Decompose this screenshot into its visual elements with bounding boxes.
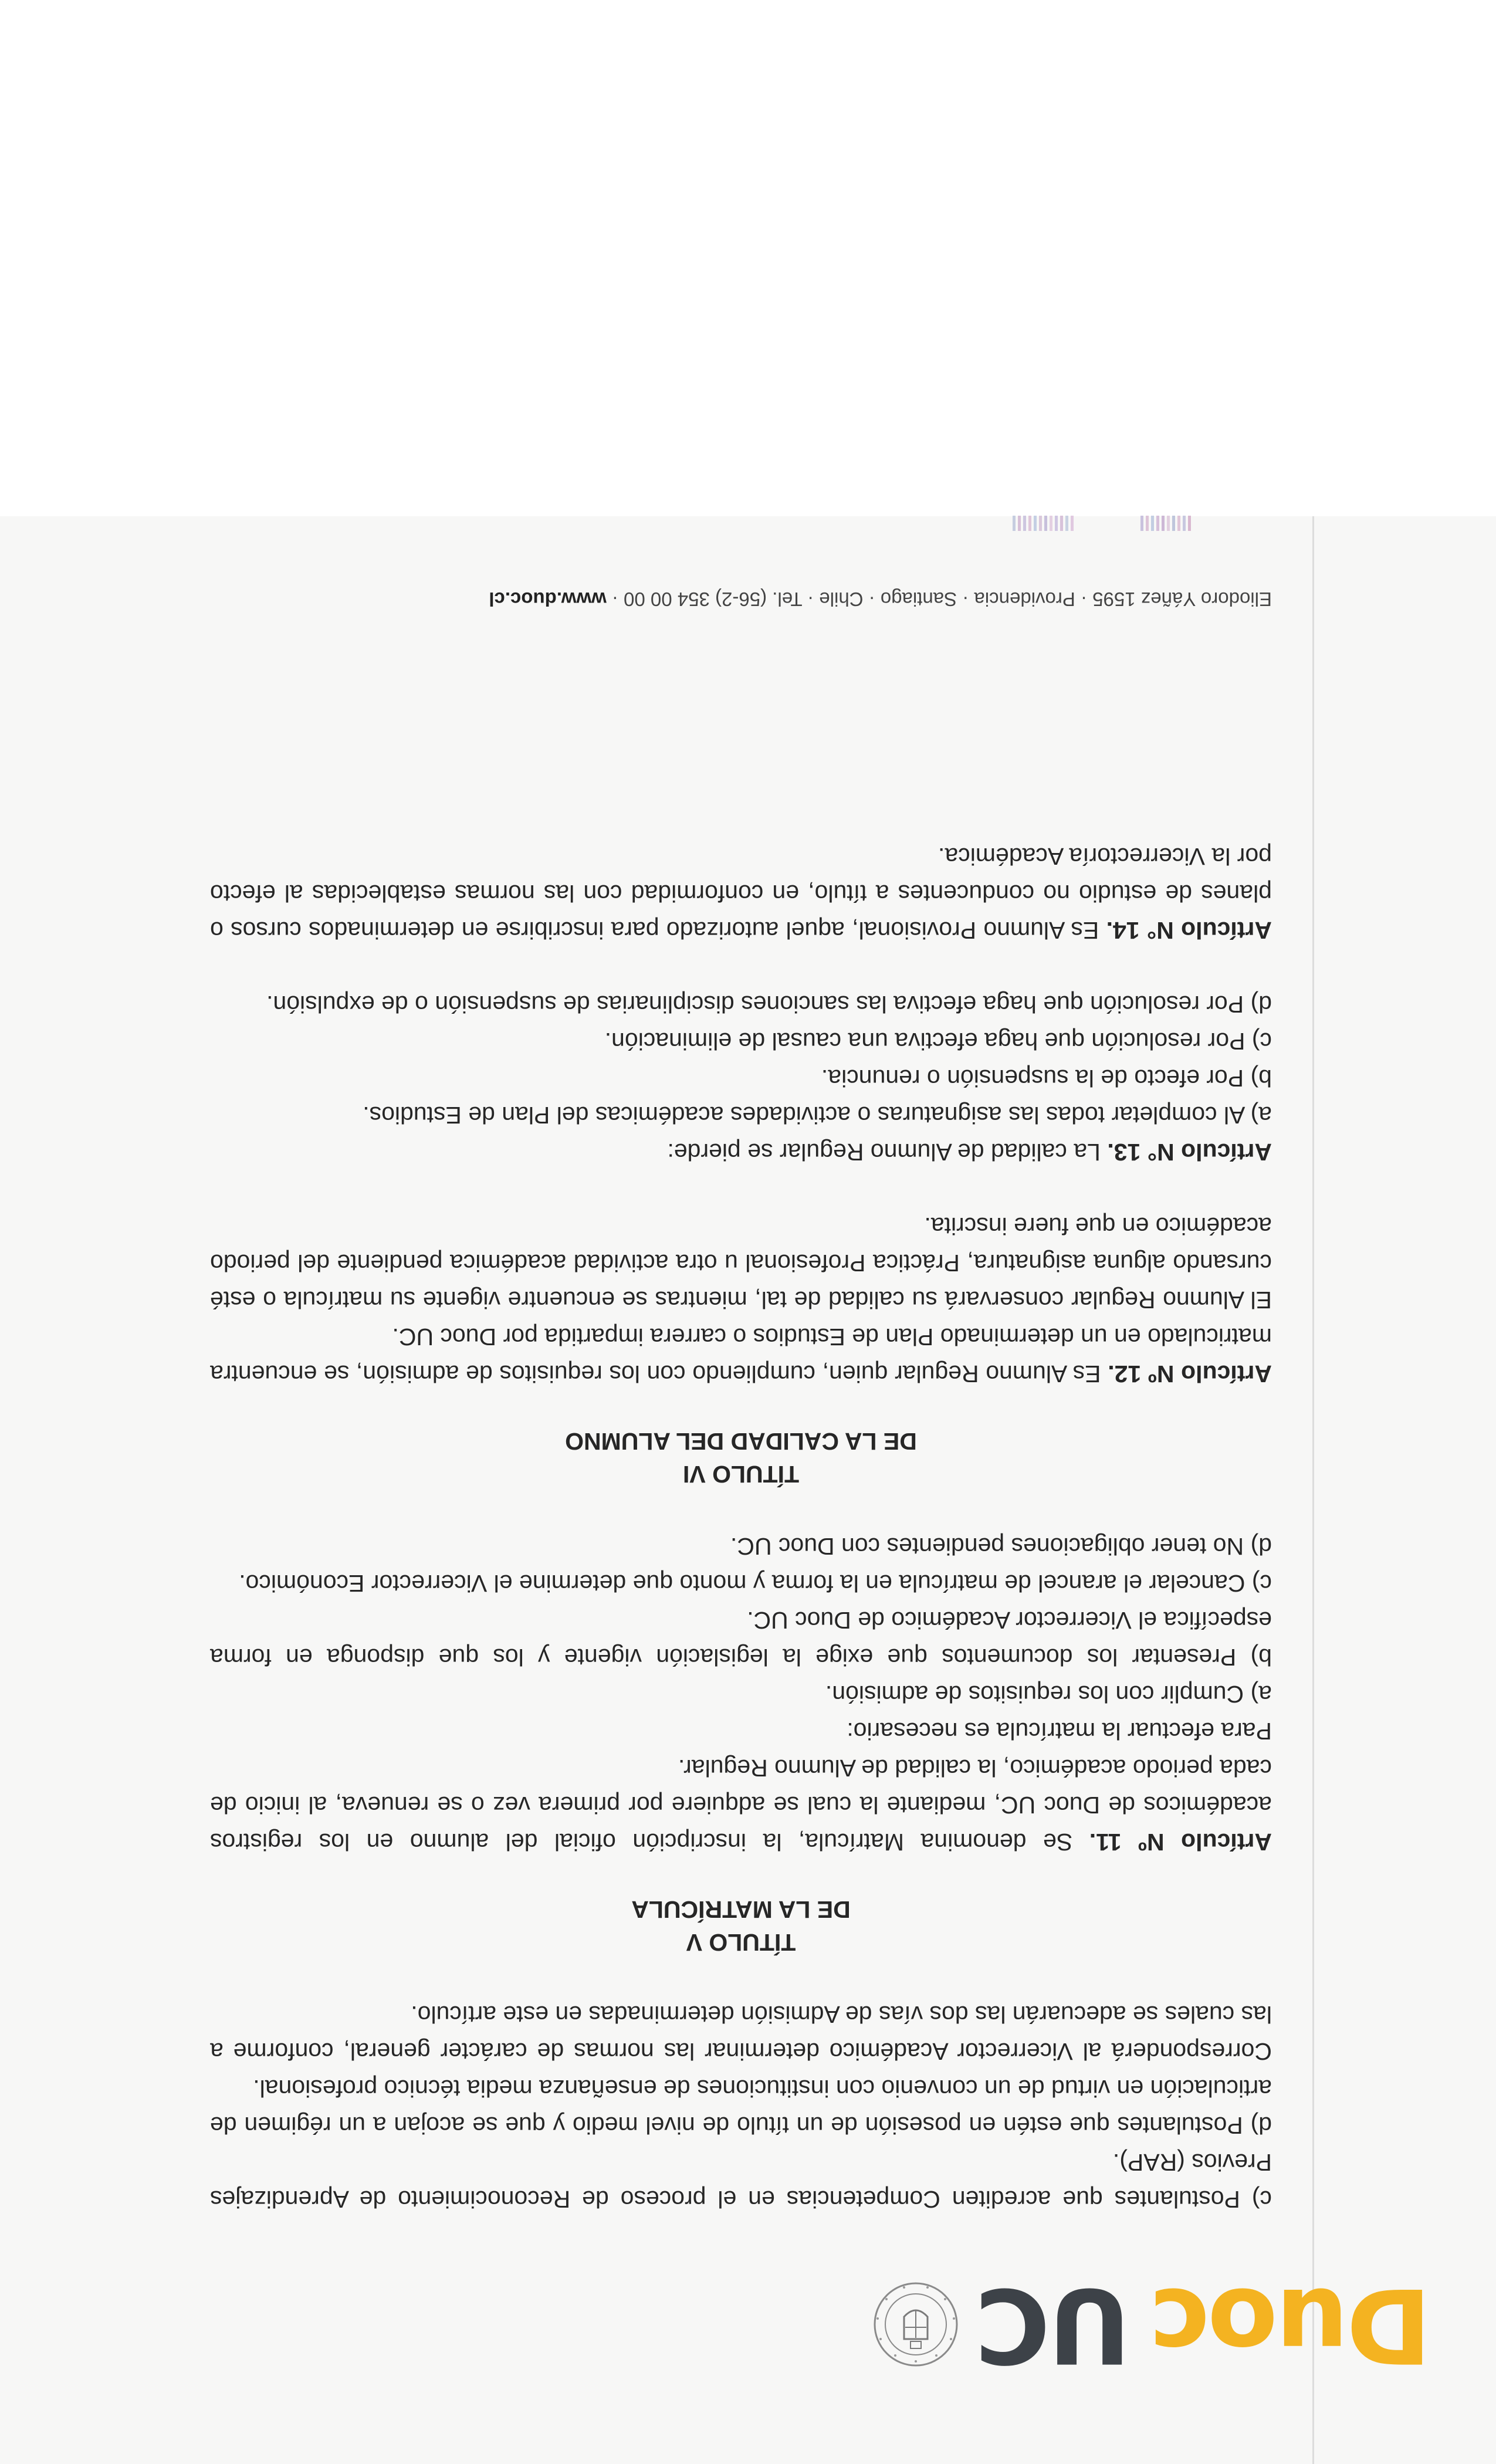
university-seal-icon <box>872 2281 960 2369</box>
logo-uc-text: UC <box>977 2265 1132 2384</box>
admission-closing-paragraph: Corresponderá al Vicerrector Académico determinar las normas de carácter general, conforme a las cuales se adecuarán las dos vías de Admisión determinadas en este artículo. <box>210 2001 1272 2065</box>
title-v-heading <box>210 1893 1272 1959</box>
article-12-text: Es Alumno Regular quien, cumpliendo con los requisitos de admisión, se encuentra matriculado en un determinado Plan de Estudios o carrera impartida por Duoc UC. <box>210 1324 1272 1387</box>
footer-address: Eliodoro Yáñez 1595 · Providencia · Santiago · Chile · Tel. (56-2) 354 00 00 · <box>606 588 1272 610</box>
duoc-uc-logo <box>872 2265 1431 2384</box>
article-11-item-b: b) Presentar los documentos que exige la legislación vigente y los que disponga en forma específica el Vicerrector Académico de Duoc UC. <box>210 1607 1272 1671</box>
article-11 <box>210 1749 1272 1860</box>
logo-duoc-text: Duoc <box>1151 2265 1431 2384</box>
article-14-text: Es Alumno Provisional, aquel autorizado para inscribirse en determinados cursos o planes de estudio no conducentes a título, en conformidad con las normas establecidas al efecto por la Vicerrectoría Académica. <box>210 843 1272 944</box>
scan-color-strip-2 <box>1013 516 1074 531</box>
admission-item-d: d) Postulantes que estén en posesión de un título de nivel medio y que se acojan a un régimen de articulación en virtud de un convenio con instituciones de enseñanza media técnico profesional. <box>210 2075 1272 2139</box>
article-13-item-d: d) Por resolución que haga efectiva las sanciones disciplinarias de suspensión o de expulsión. <box>266 991 1272 1018</box>
article-13-text: La calidad de Alumno Regular se pierde: <box>667 1139 1101 1166</box>
article-11-item-c: c) Cancelar el arancel de matrícula en la forma y monto que determine el Vicerrector Económico. <box>239 1570 1272 1597</box>
article-11-label: Artículo Nº 11. <box>1089 1829 1272 1856</box>
title-vi-subtitle: DE LA CALIDAD DEL ALUMNO <box>565 1428 917 1455</box>
article-13-label: Artículo N° 13. <box>1107 1139 1272 1166</box>
title-v: TÍTULO V <box>686 1929 796 1956</box>
article-12 <box>210 1318 1272 1392</box>
article-11-text: Se denomina Matrícula, la inscripción oficial del alumno en los registros académicos de Duoc UC, mediante la cual se adquiere por primera vez o se renueva, al inicio de cada periodo académico, la calidad de Alumno Regular. <box>210 1755 1272 1856</box>
regulation-text <box>210 838 1272 2218</box>
title-vi: TÍTULO VI <box>682 1461 800 1488</box>
article-11-intro: Para efectuar la matrícula es necesario: <box>847 1718 1272 1745</box>
margin-line <box>1312 516 1314 2464</box>
logo-wordmark <box>977 2265 1431 2384</box>
article-11-item-a: a) Cumplir con los requisitos de admisión. <box>825 1681 1272 1708</box>
article-12-paragraph-2: El Alumno Regular conservará su calidad de tal, mientras se encuentre vigente su matrícula o esté cursando alguna asignatura, Práctica Profesional u otra actividad académica pendiente del periodo académico en que fuere inscrita. <box>210 1213 1272 1314</box>
footer-website-link[interactable]: www.duoc.cl <box>489 588 607 610</box>
article-14 <box>210 838 1272 949</box>
scan-color-strip <box>1140 516 1191 531</box>
article-13-item-c: c) Por resolución que haga efectiva una causal de eliminación. <box>604 1028 1272 1055</box>
title-vi-heading <box>210 1425 1272 1491</box>
article-11-item-d: d) No tener obligaciones pendientes con Duoc UC. <box>730 1533 1272 1560</box>
title-v-subtitle: DE LA MATRÍCULA <box>631 1896 851 1923</box>
page-footer <box>489 588 1272 610</box>
article-12-label: Artículo Nº 12. <box>1108 1360 1272 1387</box>
admission-item-c: c) Postulantes que acrediten Competencias en el proceso de Reconocimiento de Aprendizajes Previos (RAP). <box>210 2149 1272 2213</box>
article-13-item-a: a) Al completar todas las asignaturas o actividades académicas del Plan de Estudios. <box>363 1102 1272 1129</box>
article-14-label: Artículo N° 14. <box>1106 917 1272 944</box>
article-13 <box>210 1133 1272 1170</box>
article-13-item-b: b) Por efecto de la suspensión o renuncia. <box>821 1065 1272 1092</box>
